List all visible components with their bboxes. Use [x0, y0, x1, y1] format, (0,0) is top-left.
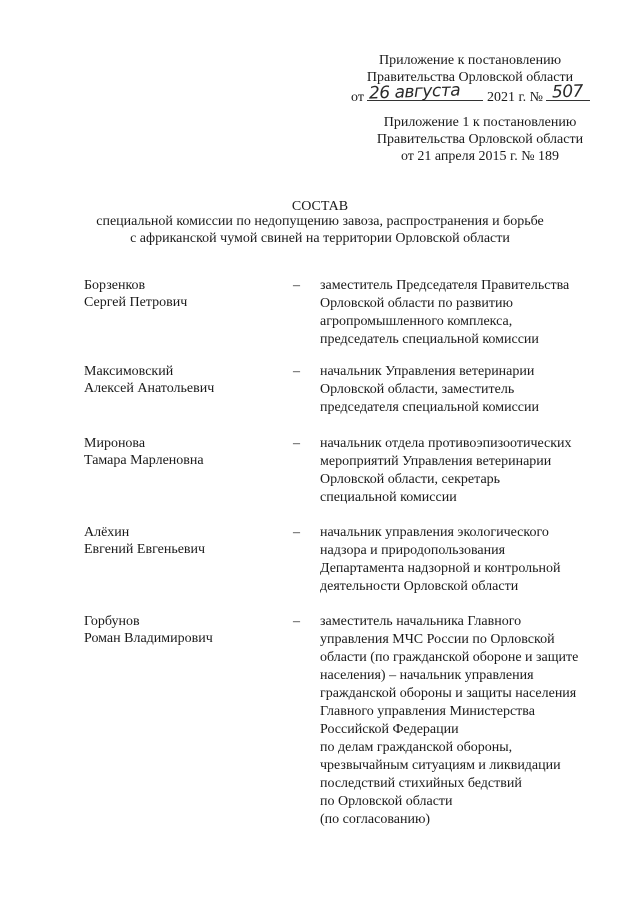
- appendix-1-line: Правительства Орловской области: [376, 132, 584, 147]
- member-name: [84, 277, 187, 311]
- member-dash: –: [293, 614, 300, 629]
- position-line: гражданской обороны и защиты населения: [320, 686, 577, 701]
- position-line: специальной комиссии: [320, 490, 457, 505]
- position-line: Орловской области по развитию: [320, 296, 513, 311]
- position-line: (по согласованию): [320, 812, 431, 827]
- position-line: начальник отдела противоэпизоотических: [320, 436, 572, 451]
- position-line: председателя специальной комиссии: [320, 400, 539, 415]
- position-line: Орловской области, секретарь: [320, 472, 501, 487]
- member-surname: Горбунов: [84, 614, 140, 629]
- position-line: начальник Управления ветеринарии: [320, 364, 535, 379]
- member-given-name: Сергей Петрович: [84, 295, 188, 310]
- position-line: агропромышленного комплекса,: [320, 314, 513, 329]
- member-dash: –: [293, 525, 300, 540]
- document-subtitle: [60, 213, 580, 247]
- member-name: [84, 435, 204, 469]
- position-line: населения) – начальник управления: [320, 668, 534, 683]
- appendix-1-header: [340, 114, 620, 165]
- position-line: чрезвычайным ситуациям и ликвидации: [320, 758, 561, 773]
- position-line: надзора и природопользования: [320, 543, 506, 558]
- position-line: председатель специальной комиссии: [320, 332, 539, 347]
- member-surname: Миронова: [84, 436, 146, 451]
- appendix-header-line: Правительства Орловской области: [366, 70, 574, 85]
- subtitle-line: специальной комиссии по недопущению завоза, распространения и борьбе: [96, 214, 544, 229]
- position-line: Российской Федерации: [320, 722, 459, 737]
- member-position: [320, 277, 569, 349]
- position-line: по делам гражданской обороны,: [320, 740, 513, 755]
- position-line: мероприятий Управления ветеринарии: [320, 454, 552, 469]
- member-name: [84, 363, 214, 397]
- appendix-header: [330, 52, 610, 86]
- member-given-name: Тамара Марленовна: [84, 453, 204, 468]
- appendix-1-line: от 21 апреля 2015 г. № 189: [400, 149, 560, 164]
- member-position: [320, 363, 539, 417]
- position-line: последствий стихийных бедствий: [320, 776, 522, 791]
- position-line: Орловской области, заместитель: [320, 382, 515, 397]
- position-line: деятельности Орловской области: [320, 579, 519, 594]
- appendix-header-line: Приложение к постановлению: [378, 53, 562, 68]
- decree-date-line: [351, 80, 590, 106]
- position-line: начальник управления экологического: [320, 525, 549, 540]
- member-dash: –: [293, 278, 300, 293]
- member-name: [84, 613, 213, 647]
- position-line: по Орловской области: [320, 794, 453, 809]
- position-line: области (по гражданской обороне и защите: [320, 650, 579, 665]
- date-blank: [367, 80, 483, 104]
- member-surname: Борзенков: [84, 278, 146, 293]
- date-prefix: от: [351, 90, 364, 105]
- member-surname: Максимовский: [84, 364, 174, 379]
- date-year: 2021 г. №: [486, 90, 543, 105]
- appendix-1-line: Приложение 1 к постановлению: [383, 115, 577, 130]
- number-blank: [546, 81, 590, 103]
- member-given-name: Алексей Анатольевич: [84, 381, 215, 396]
- member-dash: –: [293, 364, 300, 379]
- member-dash: –: [293, 436, 300, 451]
- position-line: Главного управления Министерства: [320, 704, 535, 719]
- position-line: заместитель Председателя Правительства: [320, 278, 570, 293]
- handwritten-number: 507: [552, 81, 584, 103]
- member-position: [320, 613, 578, 829]
- document-title: СОСТАВ: [291, 199, 349, 214]
- handwritten-date: 26 августа: [369, 80, 461, 104]
- member-position: [320, 524, 561, 596]
- subtitle-line: с африканской чумой свиней на территории Орловской области: [130, 231, 510, 246]
- member-name: [84, 524, 205, 558]
- position-line: Департамента надзорной и контрольной: [320, 561, 561, 576]
- member-position: [320, 435, 572, 507]
- member-surname: Алёхин: [84, 525, 130, 540]
- member-given-name: Евгений Евгеньевич: [84, 542, 206, 557]
- position-line: заместитель начальника Главного: [320, 614, 522, 629]
- position-line: управления МЧС России по Орловской: [320, 632, 555, 647]
- member-given-name: Роман Владимирович: [84, 631, 213, 646]
